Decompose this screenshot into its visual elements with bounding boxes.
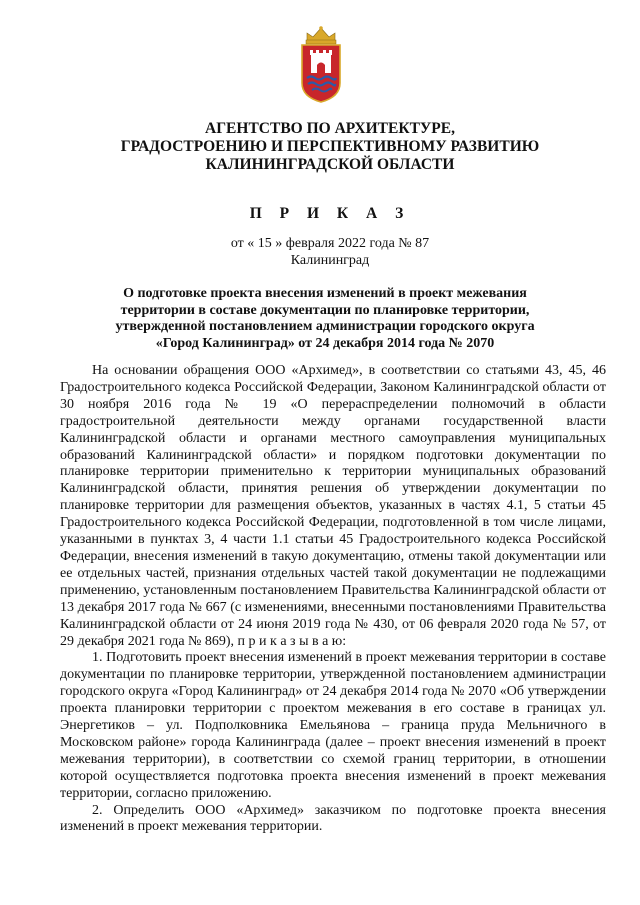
clause-2-paragraph: 2. Определить ООО «Архимед» заказчиком по подготовке проекта внесения изменений в проект межевания территории. <box>60 802 606 835</box>
order-title <box>90 286 560 352</box>
title-line: «Город Калининград» от 24 декабря 2014 года № 2070 <box>155 335 495 351</box>
document-type-heading: П Р И К А З <box>249 205 411 222</box>
clause-1-paragraph: 1. Подготовить проект внесения изменений в проект межевания территории в составе документации по планировке территории, утвержденной постановлением администрации городского округа «Город Калининград» от 24 декабря 2014 года № 2070 «Об утверждении проекта планировки территории с проектом межевания в его составе в границах ул. Энергетиков – ул. Подполковника Емельянова – граница пруда Мельничного в Московском районе» города Калининграда (далее – проект внесения изменений в проект межевания территории), в соответствии со схемой границ территории, в отношении которой осуществляется подготовка проекта внесения изменений в проект межевания территории, согласно приложению. <box>60 650 606 801</box>
agency-line: КАЛИНИНГРАДСКОЙ ОБЛАСТИ <box>205 156 455 173</box>
title-line: О подготовке проекта внесения изменений в проект межевания <box>123 286 527 301</box>
agency-line: ГРАДОСТРОЕНИЮ И ПЕРСПЕКТИВНОМУ РАЗВИТИЮ <box>120 138 540 155</box>
city-name: Калининград <box>290 253 370 268</box>
kaliningrad-coat-of-arms <box>298 25 344 103</box>
date-block <box>60 235 600 269</box>
order-date-number: от « 15 » февраля 2022 года № 87 <box>230 236 430 251</box>
agency-name <box>60 120 600 174</box>
title-line: утвержденной постановлением администрации городского округа <box>115 319 535 334</box>
order-body <box>60 363 606 836</box>
title-line: территории в составе документации по планировке территории, <box>120 302 530 318</box>
preamble-paragraph: На основании обращения ООО «Архимед», в соответствии со статьями 43, 45, 46 Градостроительного кодекса Российской Федерации, Законом Калининградской области от 30 ноября 2016 года № 19 «О перераспределении полномочий в области градостроительной деятельности между органами государственной власти Калининградской области и органами местного самоуправления муниципальных образований Калининградской области» и порядком подготовки документации по планировке территории применительно к территории муниципальных образований Калининградской области, принятия решения об утверждении документации по планировке территории для размещения объектов, указанных в частях 4.1, 5 статьи 45 Градостроительного кодекса Российской Федерации, подготовленной в том числе лицами, указанными в пунктах 3, 4 части 1.1 статьи 45 Градостроительного кодекса Российской Федерации, внесения изменений в такую документацию, отмены такой документации или ее отдельных частей, признания отдельных частей такой документации не подлежащими применению, установленным постановлением Правительства Калининградской области от 13 декабря 2017 года № 667 (с изменениями, внесенными постановлениями Правительства Калининградской области от 24 июня 2019 года № 430, от 06 февраля 2020 года № 57, от 29 декабря 2021 года № 869), п р и к а з ы в а ю: <box>60 363 606 649</box>
agency-line: АГЕНТСТВО ПО АРХИТЕКТУРЕ, <box>205 120 455 137</box>
